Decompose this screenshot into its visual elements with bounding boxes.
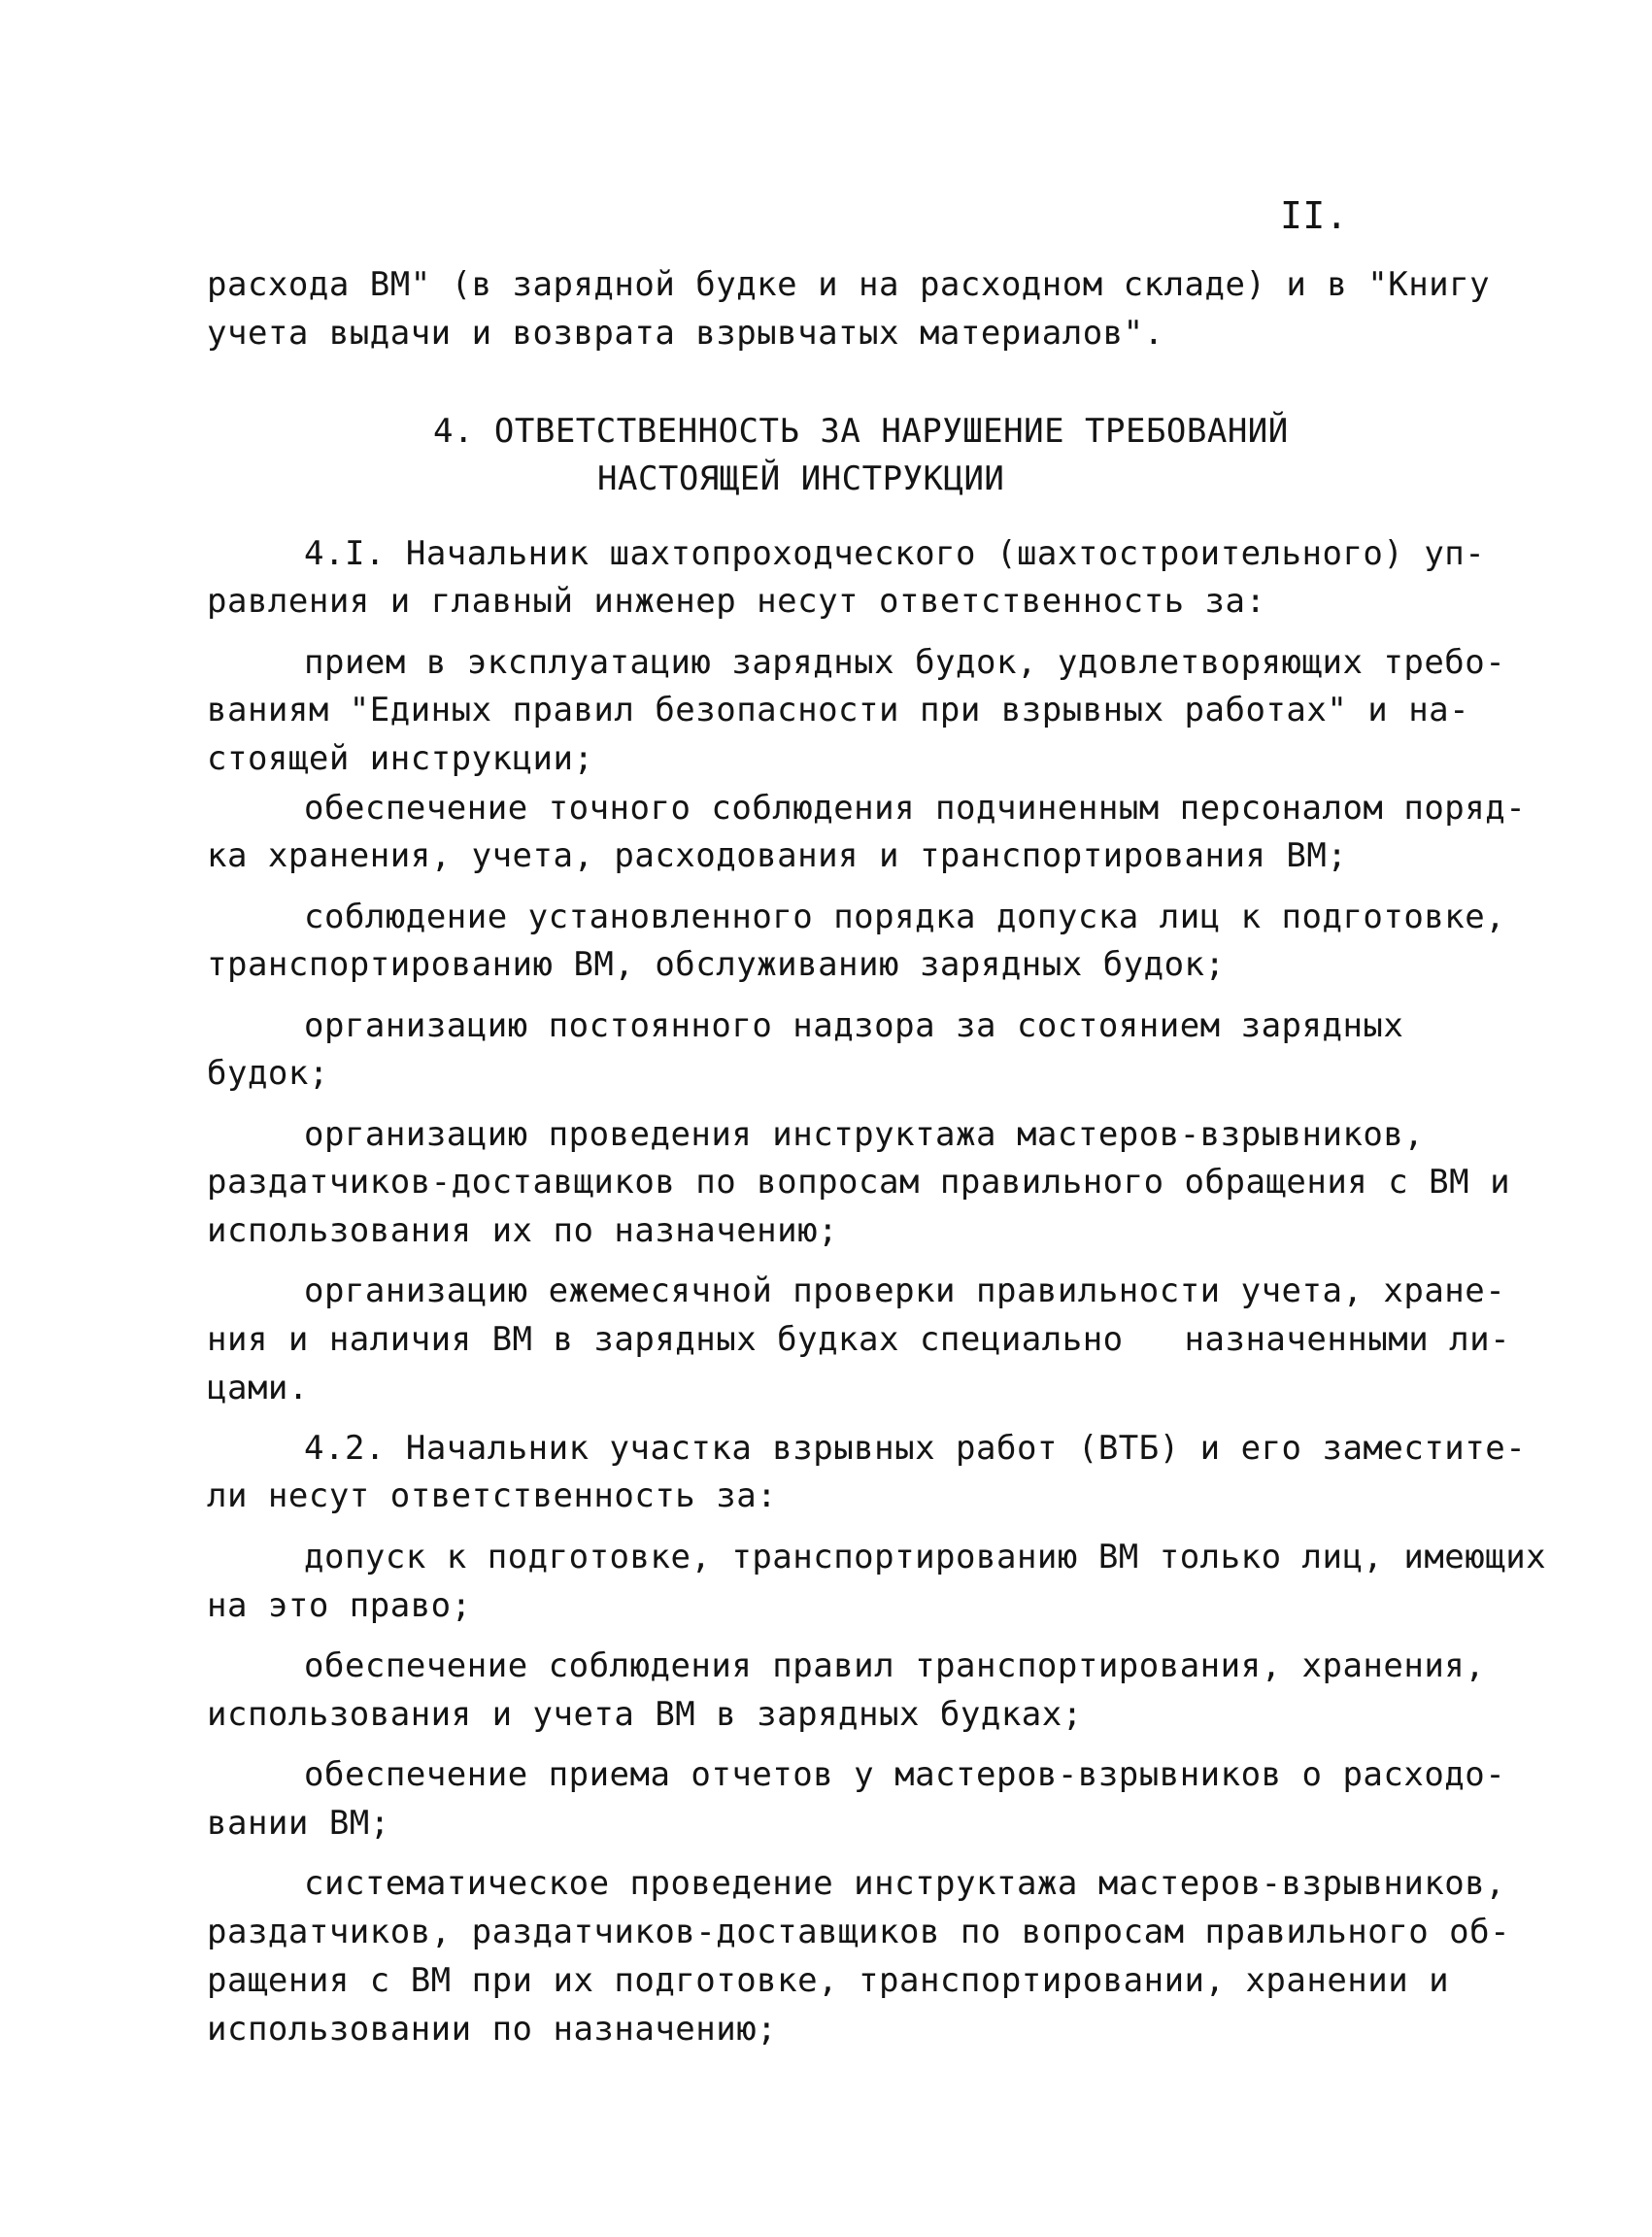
- text-line: будок;: [207, 1054, 329, 1093]
- text-line: ращения с ВМ при их подготовке, транспортировании, хранении и: [207, 1961, 1450, 2000]
- text-line: 4.2. Начальник участка взрывных работ (ВТБ) и его заместите-: [304, 1429, 1527, 1468]
- text-line: ли несут ответственность за:: [207, 1476, 778, 1515]
- section-heading: НАСТОЯЩЕЙ ИНСТРУКЦИИ: [597, 459, 1005, 498]
- text-line: обеспечение соблюдения правил транспортирования, хранения,: [304, 1646, 1486, 1685]
- text-line: учета выдачи и возврата взрывчатых материалов".: [207, 314, 1164, 353]
- text-line: соблюдение установленного порядка допуска лиц к подготовке,: [304, 898, 1506, 936]
- text-line: раздатчиков-доставщиков по вопросам правильного обращения с ВМ и: [207, 1163, 1511, 1202]
- text-line: использования и учета ВМ в зарядных будках;: [207, 1695, 1083, 1734]
- text-line: использования их по назначению;: [207, 1211, 839, 1250]
- page-number: II.: [1280, 194, 1349, 237]
- text-line: равления и главный инженер несут ответственность за:: [207, 582, 1266, 621]
- text-line: допуск к подготовке, транспортированию ВМ только лиц, имеющих: [304, 1538, 1547, 1576]
- text-line: раздатчиков, раздатчиков-доставщиков по вопросам правильного об-: [207, 1913, 1511, 1951]
- text-line: обеспечение точного соблюдения подчиненным персоналом поряд-: [304, 789, 1527, 828]
- text-line: цами.: [207, 1369, 309, 1407]
- text-line: ния и наличия ВМ в зарядных будках специально назначенными ли-: [207, 1320, 1511, 1359]
- text-line: использовании по назначению;: [207, 2010, 778, 2049]
- text-line: транспортированию ВМ, обслуживанию зарядных будок;: [207, 945, 1226, 984]
- text-line: ка хранения, учета, расходования и транспортирования ВМ;: [207, 836, 1348, 875]
- text-line: систематическое проведение инструктажа мастеров-взрывников,: [304, 1864, 1506, 1903]
- text-line: 4.I. Начальник шахтопроходческого (шахтостроительного) уп-: [304, 534, 1486, 573]
- text-line: организацию ежемесячной проверки правильности учета, хране-: [304, 1271, 1506, 1310]
- text-line: организацию постоянного надзора за состоянием зарядных: [304, 1006, 1404, 1045]
- text-line: ваниям "Единых правил безопасности при взрывных работах" и на-: [207, 691, 1470, 729]
- text-line: на это право;: [207, 1586, 472, 1625]
- section-heading: 4. ОТВЕТСТВЕННОСТЬ ЗА НАРУШЕНИЕ ТРЕБОВАНИЙ: [433, 412, 1289, 451]
- text-line: прием в эксплуатацию зарядных будок, удовлетворяющих требо-: [304, 643, 1506, 682]
- text-line: организацию проведения инструктажа мастеров-взрывников,: [304, 1115, 1425, 1154]
- text-line: расхода ВМ" (в зарядной будке и на расходном складе) и в "Книгу: [207, 265, 1491, 304]
- text-line: обеспечение приема отчетов у мастеров-взрывников о расходо-: [304, 1755, 1506, 1794]
- text-line: стоящей инструкции;: [207, 739, 594, 778]
- text-line: вании ВМ;: [207, 1804, 390, 1843]
